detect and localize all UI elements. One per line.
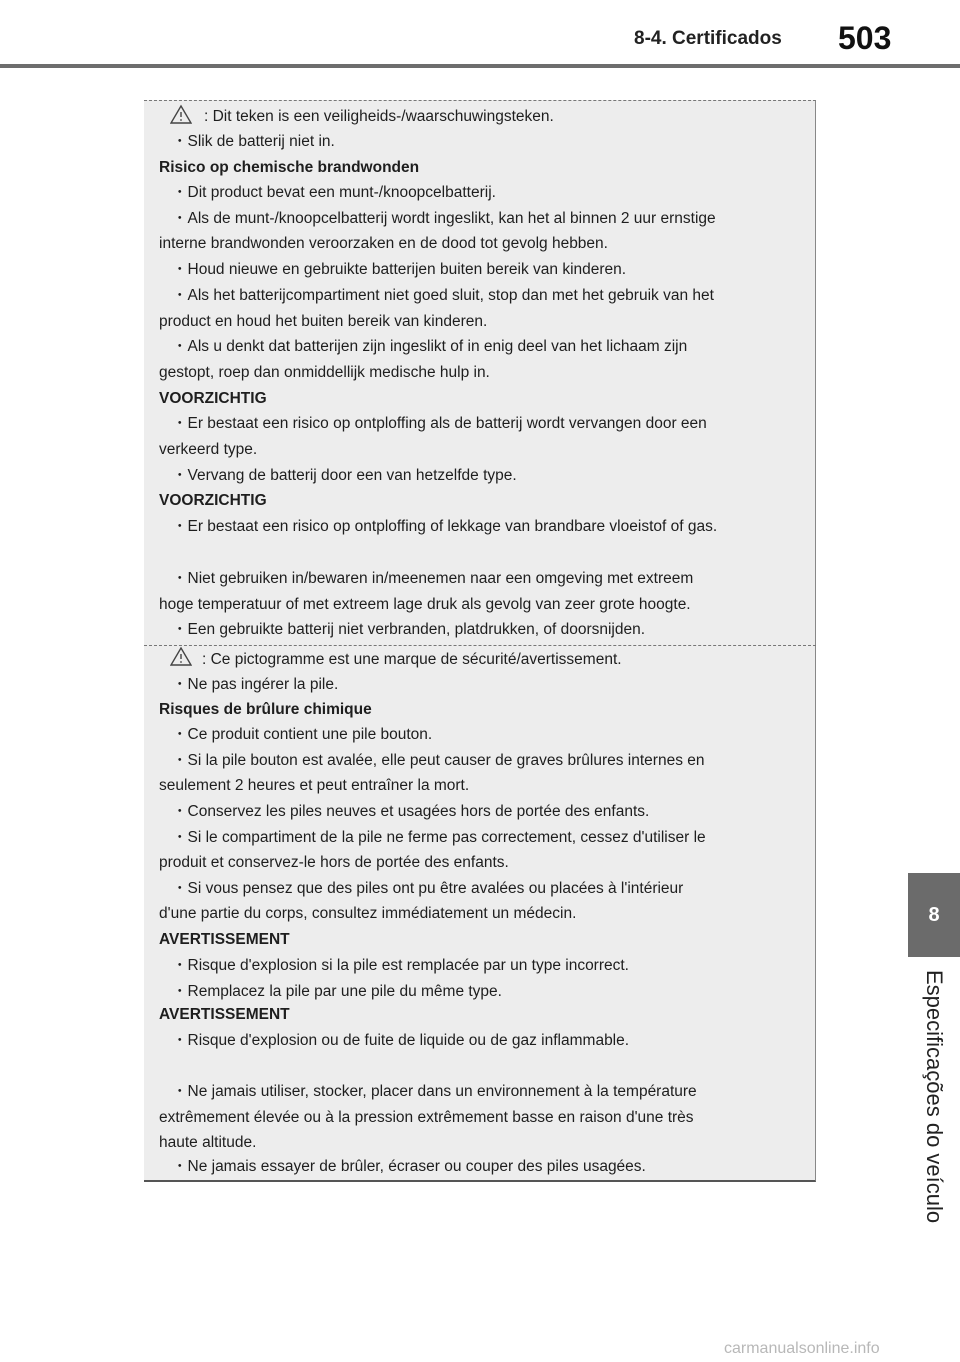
warning-triangle-icon <box>170 104 192 124</box>
dutch-line: verkeerd type. <box>159 441 258 458</box>
page-number: 503 <box>838 20 892 56</box>
french-line: ・Si vous pensez que des piles ont pu être avalées ou placées à l'intérieur <box>172 880 684 897</box>
french-heading: AVERTISSEMENT <box>159 1006 290 1023</box>
french-line: extrêmement élevée ou à la pression extrêmement basse en raison d'une très <box>159 1109 694 1126</box>
chapter-tab[interactable] <box>908 873 960 957</box>
french-line: d'une partie du corps, consultez immédiatement un médecin. <box>159 905 577 922</box>
dutch-line: product en houd het buiten bereik van kinderen. <box>159 313 488 330</box>
dutch-line: ・Niet gebruiken in/bewaren in/meenemen naar een omgeving met extreem <box>172 570 694 587</box>
dutch-heading: Risico op chemische brandwonden <box>159 159 420 176</box>
header-rule <box>0 64 960 68</box>
french-line: ・Ne pas ingérer la pile. <box>172 676 339 693</box>
dutch-line: ・Als de munt-/knoopcelbatterij wordt ingeslikt, kan het al binnen 2 uur ernstige <box>172 210 716 227</box>
french-line: ・Remplacez la pile par une pile du même type. <box>172 983 502 1000</box>
footer-watermark: carmanualsonline.info <box>724 1340 880 1357</box>
french-line: ・Ne jamais utiliser, stocker, placer dans un environnement à la température <box>172 1083 697 1100</box>
section-title: 8-4. Certificados <box>634 28 782 49</box>
dutch-line: ・Er bestaat een risico op ontploffing als de batterij wordt vervangen door een <box>172 415 707 432</box>
french-line: ・Si le compartiment de la pile ne ferme pas correctement, cessez d'utiliser le <box>172 829 706 846</box>
dutch-line: hoge temperatuur of met extreem lage druk als gevolg van zeer grote hoogte. <box>159 596 691 613</box>
dutch-line: ・Slik de batterij niet in. <box>172 133 335 150</box>
french-line: ・Risque d'explosion si la pile est remplacée par un type incorrect. <box>172 957 629 974</box>
french-line: haute altitude. <box>159 1134 257 1151</box>
french-line: ・Ne jamais essayer de brûler, écraser ou couper des piles usagées. <box>172 1158 646 1175</box>
french-line: ・Risque d'explosion ou de fuite de liquide ou de gaz inflammable. <box>172 1032 630 1049</box>
french-heading: Risques de brûlure chimique <box>159 701 372 718</box>
french-line: seulement 2 heures et peut entraîner la mort. <box>159 777 470 794</box>
dutch-line: ・Dit product bevat een munt-/knoopcelbatterij. <box>172 184 496 201</box>
dutch-heading: VOORZICHTIG <box>159 492 267 509</box>
dutch-symbol-note: : Dit teken is een veiligheids-/waarschuwingsteken. <box>204 108 554 125</box>
language-divider <box>144 645 816 646</box>
dutch-line: ・Houd nieuwe en gebruikte batterijen buiten bereik van kinderen. <box>172 261 627 278</box>
french-line: ・Si la pile bouton est avalée, elle peut causer de graves brûlures internes en <box>172 752 705 769</box>
dutch-line: ・Er bestaat een risico op ontploffing of lekkage van brandbare vloeistof of gas. <box>172 518 718 535</box>
dutch-line: ・Als u denkt dat batterijen zijn ingeslikt of in enig deel van het lichaam zijn <box>172 338 688 355</box>
dutch-line: interne brandwonden veroorzaken en de dood tot gevolg hebben. <box>159 235 608 252</box>
warning-triangle-icon <box>170 646 192 666</box>
french-line: produit et conservez-le hors de portée des enfants. <box>159 854 509 871</box>
chapter-number: 8 <box>928 903 940 926</box>
dutch-line: gestopt, roep dan onmiddellijk medische hulp in. <box>159 364 490 381</box>
dutch-line: ・Vervang de batterij door een van hetzelfde type. <box>172 467 517 484</box>
dutch-line: ・Als het batterijcompartiment niet goed sluit, stop dan met het gebruik van het <box>172 287 714 304</box>
chapter-label: Especificações do veículo <box>922 970 947 1224</box>
dutch-heading: VOORZICHTIG <box>159 390 267 407</box>
french-line: ・Ce produit contient une pile bouton. <box>172 726 433 743</box>
french-symbol-note: : Ce pictogramme est une marque de sécurité/avertissement. <box>202 651 622 668</box>
dutch-line: ・Een gebruikte batterij niet verbranden, platdrukken, of doorsnijden. <box>172 621 646 638</box>
french-heading: AVERTISSEMENT <box>159 931 290 948</box>
french-line: ・Conservez les piles neuves et usagées hors de portée des enfants. <box>172 803 650 820</box>
